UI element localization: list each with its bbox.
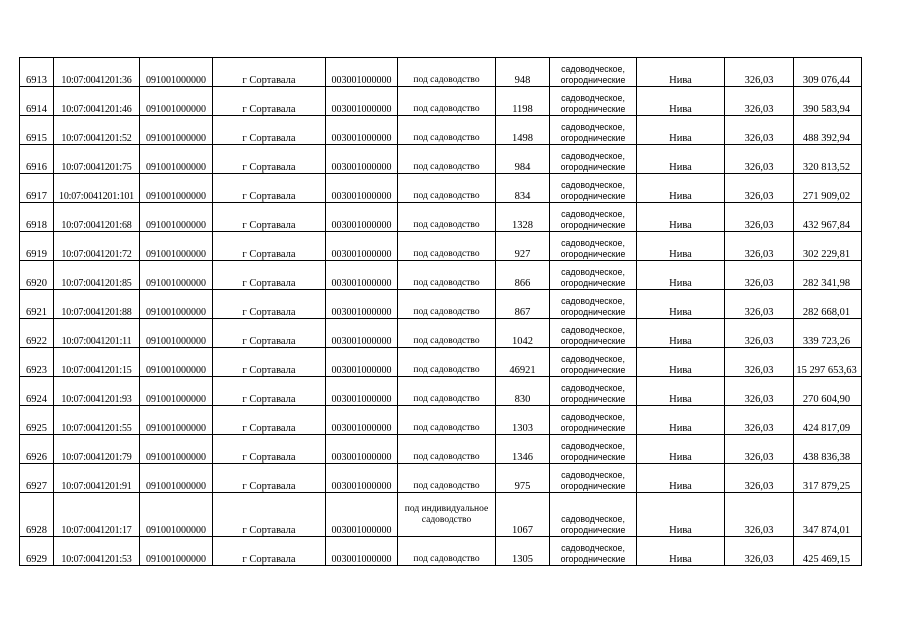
rate-value: 326,03	[725, 203, 794, 232]
land-category-line2: огороднические	[560, 452, 626, 462]
area-value: 830	[496, 377, 550, 406]
cadastral-value: 270 604,90	[794, 377, 862, 406]
row-number: 6927	[20, 464, 54, 493]
association-name: Нива	[637, 537, 725, 566]
land-category-line2: огороднические	[560, 162, 626, 172]
land-category-line2: огороднические	[560, 249, 626, 259]
land-category	[550, 377, 637, 406]
land-category	[550, 87, 637, 116]
okato-code: 091001000000	[140, 290, 213, 319]
row-number: 6926	[20, 435, 54, 464]
row-number: 6929	[20, 537, 54, 566]
rate-value: 326,03	[725, 87, 794, 116]
oktmo-code: 003001000000	[326, 261, 398, 290]
locality: г Сортавала	[213, 290, 326, 319]
table-row	[20, 348, 862, 377]
row-number: 6928	[20, 493, 54, 537]
association-name: Нива	[637, 58, 725, 87]
rate-value: 326,03	[725, 435, 794, 464]
cadastral-number: 10:07:0041201:46	[54, 87, 140, 116]
land-category	[550, 232, 637, 261]
land-category-line1: садоводческое,	[561, 470, 625, 480]
okato-code: 091001000000	[140, 537, 213, 566]
area-value: 927	[496, 232, 550, 261]
area-value: 1303	[496, 406, 550, 435]
cadastral-number: 10:07:0041201:55	[54, 406, 140, 435]
land-category-line1: садоводческое,	[561, 93, 625, 103]
okato-code: 091001000000	[140, 145, 213, 174]
cadastral-value: 347 874,01	[794, 493, 862, 537]
area-value: 1346	[496, 435, 550, 464]
okato-code: 091001000000	[140, 377, 213, 406]
cadastral-number: 10:07:0041201:53	[54, 537, 140, 566]
land-category	[550, 290, 637, 319]
land-category	[550, 319, 637, 348]
cadastral-number: 10:07:0041201:11	[54, 319, 140, 348]
area-value: 867	[496, 290, 550, 319]
table-row	[20, 116, 862, 145]
land-category-line1: садоводческое,	[561, 296, 625, 306]
area-value: 834	[496, 174, 550, 203]
rate-value: 326,03	[725, 377, 794, 406]
permitted-use: под садоводство	[398, 87, 496, 116]
permitted-use: под садоводство	[398, 232, 496, 261]
locality: г Сортавала	[213, 145, 326, 174]
land-category-line2: огороднические	[560, 554, 626, 564]
okato-code: 091001000000	[140, 319, 213, 348]
oktmo-code: 003001000000	[326, 116, 398, 145]
permitted-use	[398, 493, 496, 537]
locality: г Сортавала	[213, 232, 326, 261]
association-name: Нива	[637, 203, 725, 232]
cadastral-value: 320 813,52	[794, 145, 862, 174]
row-number: 6924	[20, 377, 54, 406]
row-number: 6915	[20, 116, 54, 145]
land-category-line2: огороднические	[560, 481, 626, 491]
table-row	[20, 87, 862, 116]
row-number: 6921	[20, 290, 54, 319]
area-value: 948	[496, 58, 550, 87]
land-category-line1: садоводческое,	[561, 122, 625, 132]
locality: г Сортавала	[213, 464, 326, 493]
area-value: 984	[496, 145, 550, 174]
permitted-use: под садоводство	[398, 203, 496, 232]
rate-value: 326,03	[725, 464, 794, 493]
rate-value: 326,03	[725, 58, 794, 87]
rate-value: 326,03	[725, 319, 794, 348]
rate-value: 326,03	[725, 290, 794, 319]
cadastral-number: 10:07:0041201:36	[54, 58, 140, 87]
okato-code: 091001000000	[140, 87, 213, 116]
locality: г Сортавала	[213, 203, 326, 232]
row-number: 6918	[20, 203, 54, 232]
land-category-line1: садоводческое,	[561, 64, 625, 74]
oktmo-code: 003001000000	[326, 203, 398, 232]
land-category-line2: огороднические	[560, 394, 626, 404]
land-category-line2: огороднические	[560, 191, 626, 201]
cadastral-number: 10:07:0041201:85	[54, 261, 140, 290]
cadastral-value: 282 668,01	[794, 290, 862, 319]
row-number: 6922	[20, 319, 54, 348]
land-category-line1: садоводческое,	[561, 267, 625, 277]
table-row	[20, 290, 862, 319]
okato-code: 091001000000	[140, 261, 213, 290]
cadastral-value: 302 229,81	[794, 232, 862, 261]
cadastral-value: 488 392,94	[794, 116, 862, 145]
cadastral-number: 10:07:0041201:68	[54, 203, 140, 232]
land-category-line2: огороднические	[560, 307, 626, 317]
land-category	[550, 464, 637, 493]
permitted-use: под садоводство	[398, 319, 496, 348]
land-category	[550, 116, 637, 145]
cadastral-value: 432 967,84	[794, 203, 862, 232]
cadastral-number: 10:07:0041201:93	[54, 377, 140, 406]
okato-code: 091001000000	[140, 58, 213, 87]
land-category-line2: огороднические	[560, 365, 626, 375]
cadastral-number: 10:07:0041201:75	[54, 145, 140, 174]
permitted-use: под садоводство	[398, 174, 496, 203]
row-number: 6919	[20, 232, 54, 261]
locality: г Сортавала	[213, 319, 326, 348]
cadastral-number: 10:07:0041201:79	[54, 435, 140, 464]
association-name: Нива	[637, 406, 725, 435]
association-name: Нива	[637, 435, 725, 464]
land-category-line2: огороднические	[560, 423, 626, 433]
cadastral-number: 10:07:0041201:72	[54, 232, 140, 261]
land-category-line2: огороднические	[560, 133, 626, 143]
land-category-line2: огороднические	[560, 278, 626, 288]
locality: г Сортавала	[213, 377, 326, 406]
rate-value: 326,03	[725, 406, 794, 435]
area-value: 46921	[496, 348, 550, 377]
locality: г Сортавала	[213, 406, 326, 435]
land-category-line2: огороднические	[560, 75, 626, 85]
permitted-use: под садоводство	[398, 348, 496, 377]
permitted-use: под садоводство	[398, 116, 496, 145]
rate-value: 326,03	[725, 174, 794, 203]
association-name: Нива	[637, 493, 725, 537]
cadastral-number: 10:07:0041201:17	[54, 493, 140, 537]
locality: г Сортавала	[213, 174, 326, 203]
oktmo-code: 003001000000	[326, 537, 398, 566]
cadastral-value: 282 341,98	[794, 261, 862, 290]
land-category-line2: огороднические	[560, 525, 626, 535]
cadastral-number: 10:07:0041201:101	[54, 174, 140, 203]
okato-code: 091001000000	[140, 435, 213, 464]
okato-code: 091001000000	[140, 116, 213, 145]
association-name: Нива	[637, 116, 725, 145]
area-value: 1042	[496, 319, 550, 348]
area-value: 1067	[496, 493, 550, 537]
oktmo-code: 003001000000	[326, 174, 398, 203]
association-name: Нива	[637, 174, 725, 203]
association-name: Нива	[637, 348, 725, 377]
oktmo-code: 003001000000	[326, 464, 398, 493]
table-row	[20, 493, 862, 537]
land-category	[550, 406, 637, 435]
table-row	[20, 537, 862, 566]
land-category-line1: садоводческое,	[561, 180, 625, 190]
cadastral-value: 317 879,25	[794, 464, 862, 493]
table-body	[20, 58, 862, 566]
land-category-line1: садоводческое,	[561, 412, 625, 422]
land-category-line1: садоводческое,	[561, 383, 625, 393]
cadastral-value: 271 909,02	[794, 174, 862, 203]
rate-value: 326,03	[725, 537, 794, 566]
permitted-use-line1: под индивидуальное	[404, 503, 489, 514]
land-category	[550, 537, 637, 566]
table-row	[20, 232, 862, 261]
locality: г Сортавала	[213, 537, 326, 566]
okato-code: 091001000000	[140, 406, 213, 435]
land-category-line1: садоводческое,	[561, 238, 625, 248]
okato-code: 091001000000	[140, 348, 213, 377]
land-category	[550, 145, 637, 174]
land-category-line1: садоводческое,	[561, 441, 625, 451]
land-category-line1: садоводческое,	[561, 514, 625, 524]
locality: г Сортавала	[213, 87, 326, 116]
area-value: 1328	[496, 203, 550, 232]
area-value: 1498	[496, 116, 550, 145]
association-name: Нива	[637, 232, 725, 261]
land-category-line1: садоводческое,	[561, 543, 625, 553]
cadastral-value: 438 836,38	[794, 435, 862, 464]
row-number: 6920	[20, 261, 54, 290]
table-row	[20, 464, 862, 493]
row-number: 6925	[20, 406, 54, 435]
oktmo-code: 003001000000	[326, 493, 398, 537]
area-value: 1305	[496, 537, 550, 566]
locality: г Сортавала	[213, 348, 326, 377]
locality: г Сортавала	[213, 261, 326, 290]
cadastral-value: 339 723,26	[794, 319, 862, 348]
land-plots-table	[19, 57, 862, 566]
land-category-line1: садоводческое,	[561, 151, 625, 161]
permitted-use: под садоводство	[398, 290, 496, 319]
land-category	[550, 348, 637, 377]
cadastral-value: 309 076,44	[794, 58, 862, 87]
permitted-use: под садоводство	[398, 406, 496, 435]
oktmo-code: 003001000000	[326, 58, 398, 87]
table-row	[20, 319, 862, 348]
oktmo-code: 003001000000	[326, 290, 398, 319]
cadastral-number: 10:07:0041201:52	[54, 116, 140, 145]
rate-value: 326,03	[725, 145, 794, 174]
oktmo-code: 003001000000	[326, 87, 398, 116]
association-name: Нива	[637, 261, 725, 290]
rate-value: 326,03	[725, 348, 794, 377]
land-category	[550, 174, 637, 203]
okato-code: 091001000000	[140, 464, 213, 493]
permitted-use: под садоводство	[398, 58, 496, 87]
table-row	[20, 435, 862, 464]
area-value: 866	[496, 261, 550, 290]
permitted-use: под садоводство	[398, 435, 496, 464]
association-name: Нива	[637, 377, 725, 406]
association-name: Нива	[637, 464, 725, 493]
permitted-use: под садоводство	[398, 377, 496, 406]
row-number: 6913	[20, 58, 54, 87]
association-name: Нива	[637, 319, 725, 348]
oktmo-code: 003001000000	[326, 377, 398, 406]
table-row	[20, 145, 862, 174]
oktmo-code: 003001000000	[326, 145, 398, 174]
permitted-use: под садоводство	[398, 261, 496, 290]
table-row	[20, 377, 862, 406]
land-category-line2: огороднические	[560, 104, 626, 114]
area-value: 1198	[496, 87, 550, 116]
okato-code: 091001000000	[140, 203, 213, 232]
okato-code: 091001000000	[140, 232, 213, 261]
table-row	[20, 174, 862, 203]
cadastral-value: 424 817,09	[794, 406, 862, 435]
row-number: 6914	[20, 87, 54, 116]
cadastral-value: 15 297 653,63	[794, 348, 862, 377]
land-category-line2: огороднические	[560, 336, 626, 346]
locality: г Сортавала	[213, 493, 326, 537]
okato-code: 091001000000	[140, 174, 213, 203]
row-number: 6916	[20, 145, 54, 174]
association-name: Нива	[637, 290, 725, 319]
oktmo-code: 003001000000	[326, 406, 398, 435]
cadastral-value: 390 583,94	[794, 87, 862, 116]
rate-value: 326,03	[725, 116, 794, 145]
area-value: 975	[496, 464, 550, 493]
land-category	[550, 435, 637, 464]
rate-value: 326,03	[725, 493, 794, 537]
oktmo-code: 003001000000	[326, 435, 398, 464]
cadastral-value: 425 469,15	[794, 537, 862, 566]
row-number: 6923	[20, 348, 54, 377]
okato-code: 091001000000	[140, 493, 213, 537]
land-category-line1: садоводческое,	[561, 354, 625, 364]
land-category	[550, 261, 637, 290]
row-number: 6917	[20, 174, 54, 203]
permitted-use: под садоводство	[398, 464, 496, 493]
oktmo-code: 003001000000	[326, 319, 398, 348]
table-row	[20, 58, 862, 87]
land-category-line2: огороднические	[560, 220, 626, 230]
land-category-line1: садоводческое,	[561, 325, 625, 335]
land-category	[550, 58, 637, 87]
oktmo-code: 003001000000	[326, 348, 398, 377]
permitted-use: под садоводство	[398, 537, 496, 566]
land-category	[550, 203, 637, 232]
permitted-use: под садоводство	[398, 145, 496, 174]
cadastral-number: 10:07:0041201:91	[54, 464, 140, 493]
table-row	[20, 203, 862, 232]
locality: г Сортавала	[213, 435, 326, 464]
locality: г Сортавала	[213, 116, 326, 145]
rate-value: 326,03	[725, 232, 794, 261]
locality: г Сортавала	[213, 58, 326, 87]
rate-value: 326,03	[725, 261, 794, 290]
table-row	[20, 261, 862, 290]
association-name: Нива	[637, 145, 725, 174]
land-category	[550, 493, 637, 537]
cadastral-number: 10:07:0041201:88	[54, 290, 140, 319]
permitted-use-line2: садоводство	[421, 514, 472, 525]
oktmo-code: 003001000000	[326, 232, 398, 261]
land-category-line1: садоводческое,	[561, 209, 625, 219]
association-name: Нива	[637, 87, 725, 116]
table-row	[20, 406, 862, 435]
cadastral-number: 10:07:0041201:15	[54, 348, 140, 377]
